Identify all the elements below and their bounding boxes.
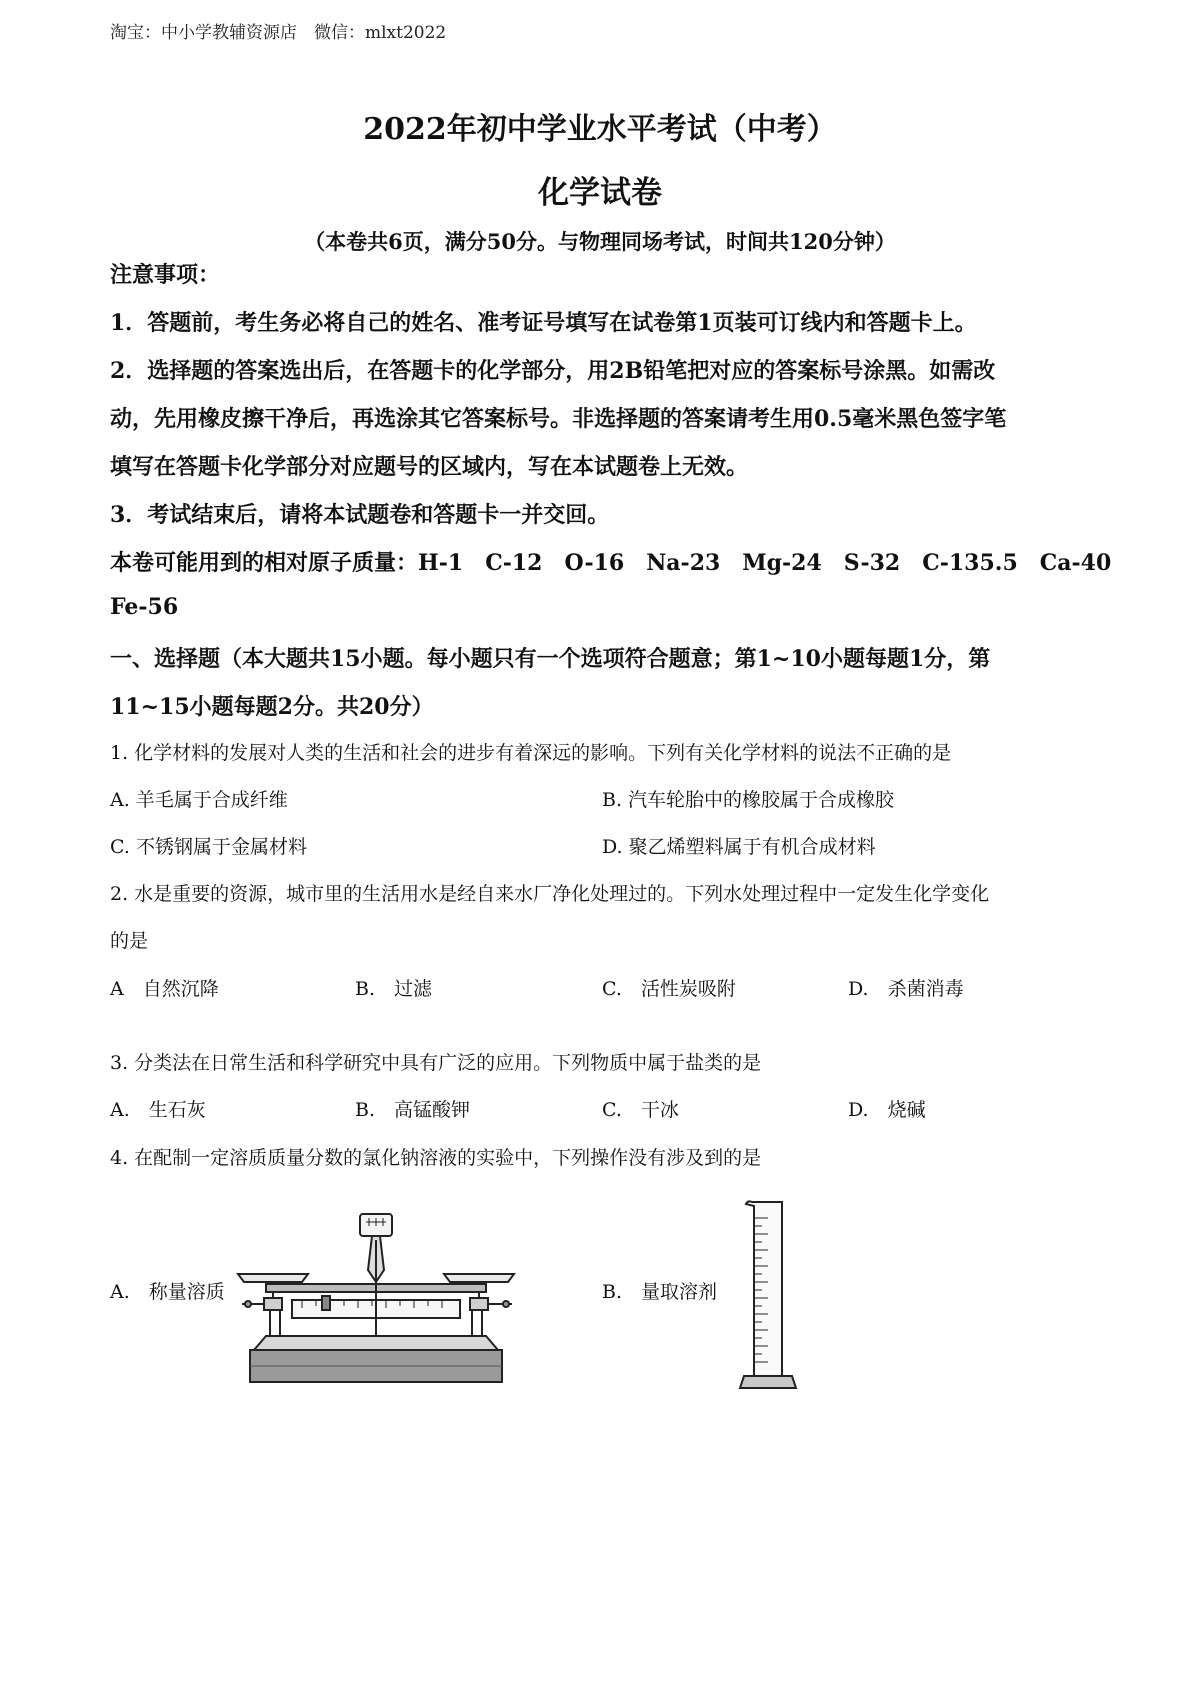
q2-stem-cont: 的是 (110, 930, 149, 952)
atomic-mass-line-2: Fe-56 (110, 594, 179, 620)
q3-option-b: B. 高锰酸钾 (355, 1099, 471, 1121)
atomic-mass-line-1: 本卷可能用到的相对原子质量：H-1 C-12 O-16 Na-23 Mg-24 S-32 C-135.5 Ca-40 (110, 550, 1112, 576)
q3-option-d: D. 烧碱 (848, 1099, 926, 1121)
q1-option-d: D. 聚乙烯塑料属于有机合成材料 (602, 836, 876, 858)
q1-option-c: C. 不锈钢属于金属材料 (110, 836, 307, 858)
q3-option-c: C. 干冰 (602, 1099, 679, 1121)
q4-option-a: A. 称量溶质 (110, 1281, 225, 1303)
q2-option-b: B. 过滤 (355, 978, 433, 1000)
subject-title: 化学试卷 (538, 175, 662, 211)
q2-option-c: C. 活性炭吸附 (602, 978, 736, 1000)
header-note: 淘宝：中小学教辅资源店 微信：mlxt2022 (110, 23, 447, 43)
section-heading-b: 11~15小题每题2分。共20分） (110, 694, 434, 720)
balance-scale-illustration (236, 1200, 516, 1390)
q1-option-a: A. 羊毛属于合成纤维 (110, 789, 288, 811)
notice-heading: 注意事项： (110, 262, 221, 288)
notice-line-2a: 2．选择题的答案选出后，在答题卡的化学部分，用2B铅笔把对应的答案标号涂黑。如需改 (110, 358, 996, 384)
q3-stem: 3. 分类法在日常生活和科学研究中具有广泛的应用。下列物质中属于盐类的是 (110, 1052, 762, 1074)
q4-option-b: B. 量取溶剂 (602, 1281, 718, 1303)
q2-stem: 2. 水是重要的资源，城市里的生活用水是经自来水厂净化处理过的。下列水处理过程中一定发生化学变化 (110, 883, 990, 905)
q2-option-d: D. 杀菌消毒 (848, 978, 964, 1000)
exam-info: （本卷共6页，满分50分。与物理同场考试，时间共120分钟） (304, 229, 896, 254)
q2-option-a: A 自然沉降 (110, 978, 219, 1000)
section-heading-a: 一、选择题（本大题共15小题。每小题只有一个选项符合题意；第1~10小题每题1分，第 (110, 646, 991, 672)
q3-option-a: A. 生石灰 (110, 1099, 206, 1121)
q1-stem: 1. 化学材料的发展对人类的生活和社会的进步有着深远的影响。下列有关化学材料的说法不正确的是 (110, 742, 952, 764)
exam-title: 2022年初中学业水平考试（中考） (363, 112, 837, 147)
q4-stem: 4. 在配制一定溶质质量分数的氯化钠溶液的实验中，下列操作没有涉及到的是 (110, 1147, 762, 1169)
notice-line-1: 1．答题前，考生务必将自己的姓名、准考证号填写在试卷第1页装可订线内和答题卡上。 (110, 310, 977, 336)
q1-option-b: B. 汽车轮胎中的橡胶属于合成橡胶 (602, 789, 895, 811)
notice-line-2c: 填写在答题卡化学部分对应题号的区域内，写在本试题卷上无效。 (110, 454, 749, 480)
graduated-cylinder-illustration (738, 1198, 798, 1394)
notice-line-3: 3．考试结束后，请将本试题卷和答题卡一并交回。 (110, 502, 610, 528)
notice-line-2b: 动，先用橡皮擦干净后，再选涂其它答案标号。非选择题的答案请考生用0.5毫米黑色签字笔 (110, 406, 1007, 432)
